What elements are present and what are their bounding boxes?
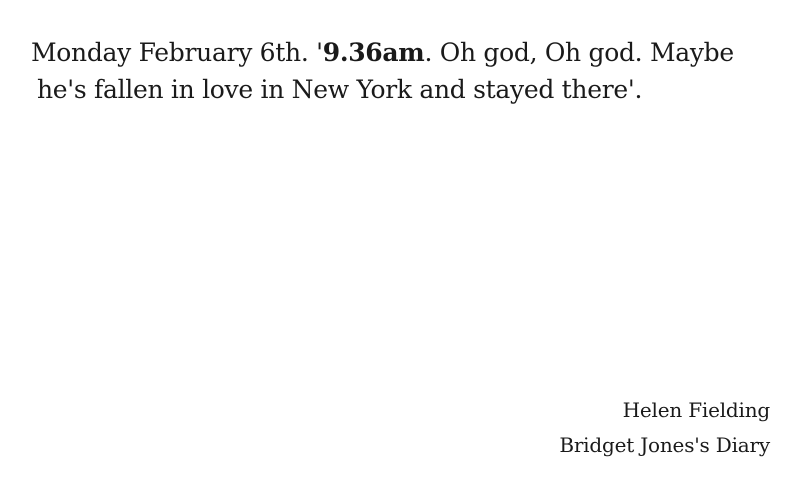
quote-text bbox=[31, 34, 776, 108]
quote-line-1-start: Monday February 6th. ' bbox=[31, 38, 323, 67]
quote-time-bold: 9.36am bbox=[322, 38, 425, 67]
attribution bbox=[559, 393, 770, 463]
quote-line-1-end: . Oh god, Oh god. Maybe bbox=[424, 38, 734, 67]
quote-line-1 bbox=[31, 34, 776, 71]
quote-line-2: he's fallen in love in New York and stayed there'. bbox=[37, 75, 643, 104]
book-title: Bridget Jones's Diary bbox=[559, 433, 770, 457]
author-name: Helen Fielding bbox=[622, 398, 770, 422]
